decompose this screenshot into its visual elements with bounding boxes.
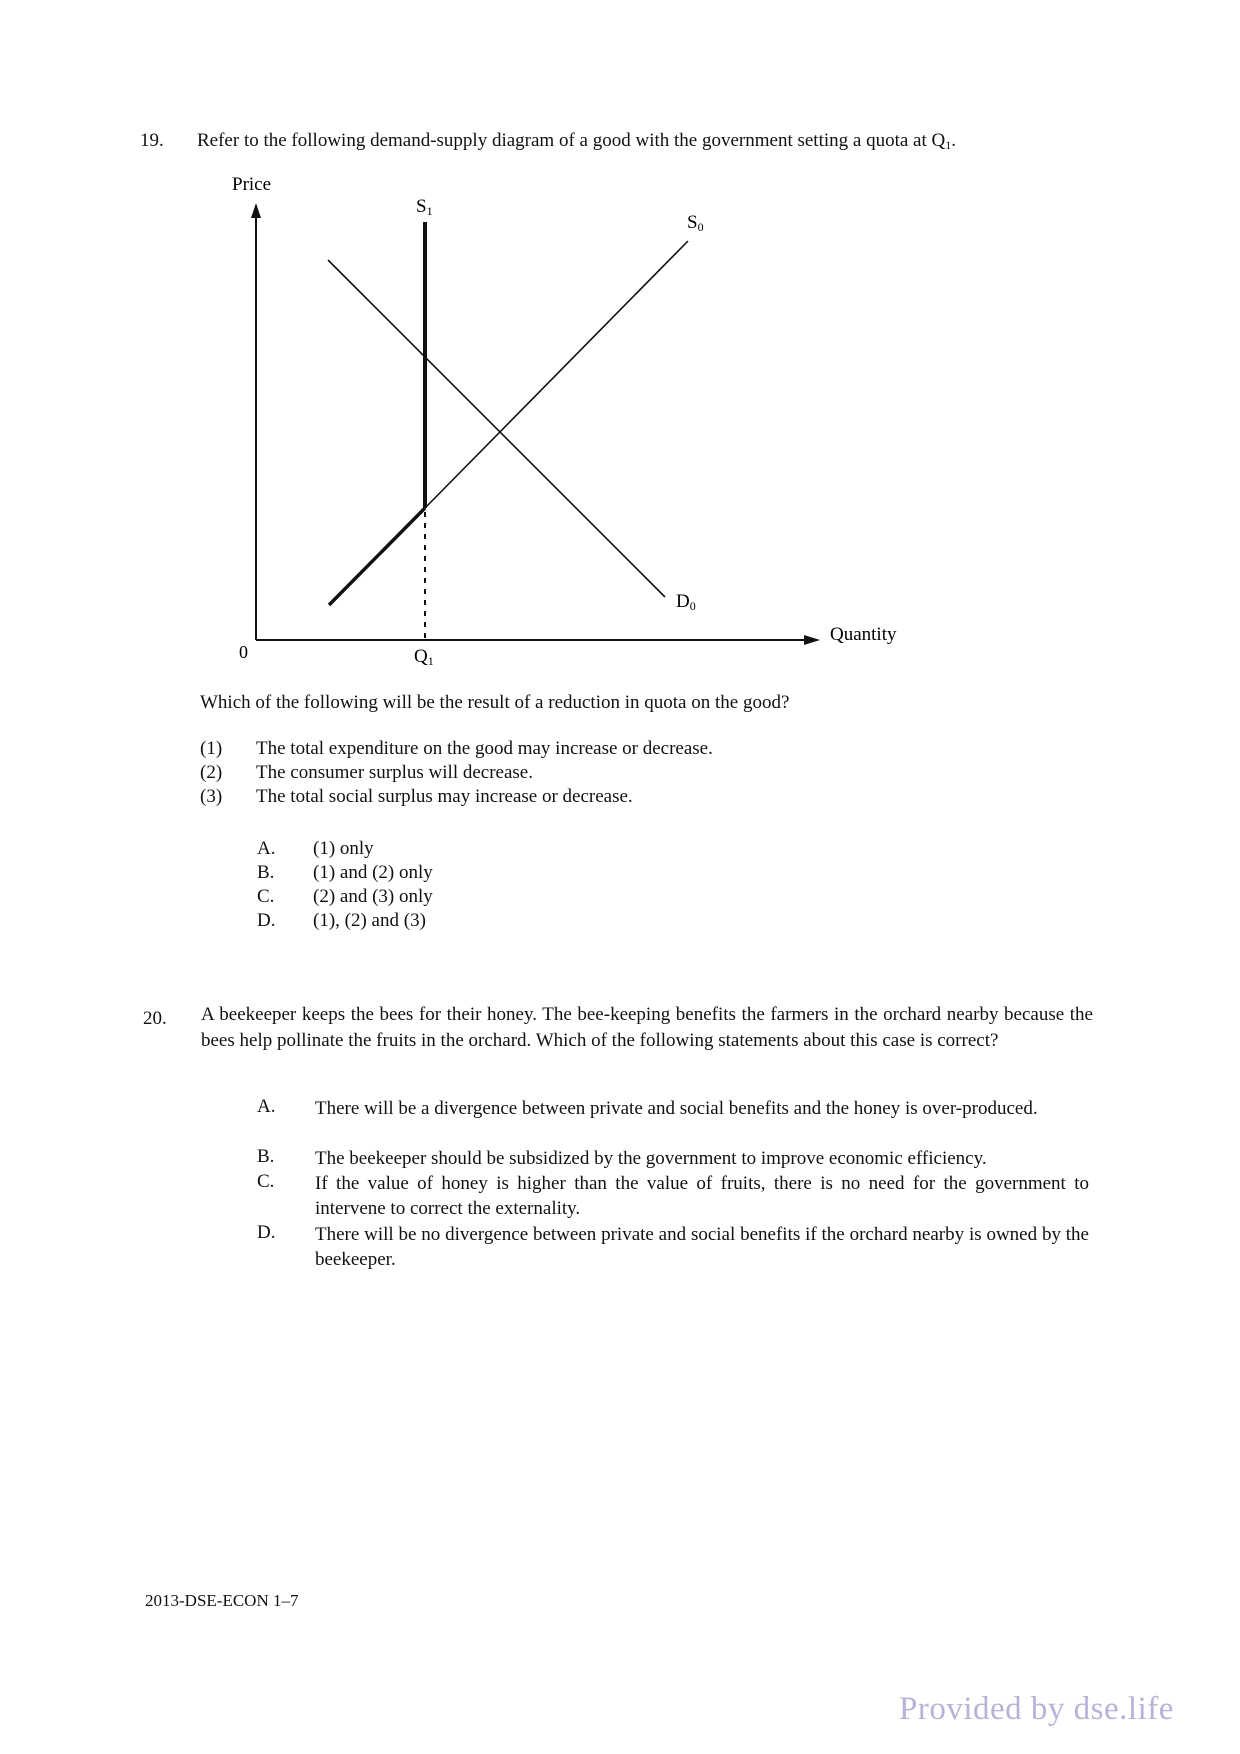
q20-number: 20. [143, 1008, 167, 1029]
q20-option-d-text: There will be no divergence between private and social benefits if the orchard nearby is owned by the beekeeper. [315, 1224, 1089, 1270]
s1-label [416, 196, 433, 218]
s0-label-sub: 0 [697, 220, 704, 234]
y-axis-arrow [251, 203, 261, 218]
demand-supply-diagram [0, 0, 1240, 700]
d0-label [676, 591, 696, 613]
q20-option-d[interactable] [257, 1222, 1097, 1272]
q19-prompt-sub: 1 [945, 138, 952, 152]
d0-label-sub: 0 [689, 599, 696, 613]
q19-prompt-end: . [951, 130, 956, 151]
statement-1-num: (1) [200, 738, 223, 759]
q19-option-d-text: (1), (2) and (3) [313, 910, 426, 931]
x-axis-arrow [804, 635, 820, 645]
statement-2-num: (2) [200, 762, 223, 783]
y-axis-label: Price [232, 174, 272, 195]
q20-options [257, 1096, 1097, 1276]
q1-label-sub: 1 [427, 654, 434, 668]
q19-option-b-letter: B. [257, 862, 275, 883]
q20-prompt: A beekeeper keeps the bees for their honey. The bee-keeping benefits the farmers in the orchard nearby because the bees help pollinate the fruits in the orchard. Which of the following statements about this case is correct? [201, 1004, 1093, 1051]
q20-option-a-letter: A. [257, 1096, 276, 1117]
q20-option-b[interactable] [257, 1146, 1097, 1171]
q19-option-d-letter: D. [257, 910, 276, 931]
d0-demand-line [328, 260, 665, 597]
s0-label-main: S [687, 212, 698, 233]
d0-label-main: D [676, 591, 690, 612]
s1-label-sub: 1 [426, 204, 433, 218]
q1-label-main: Q [414, 646, 428, 667]
s1-label-main: S [416, 196, 427, 217]
q19-statements [200, 738, 900, 818]
q20-option-b-letter: B. [257, 1146, 275, 1167]
statement-3-text: The total social surplus may increase or decrease. [256, 786, 633, 807]
q19-number: 19. [140, 130, 164, 151]
q19-option-c-text: (2) and (3) only [313, 886, 433, 907]
q20-option-c[interactable] [257, 1171, 1097, 1221]
s0-label [687, 212, 704, 234]
q19-option-c-letter: C. [257, 886, 275, 907]
q20-option-a[interactable] [257, 1096, 1097, 1146]
q19-option-a-text: (1) only [313, 838, 374, 859]
q1-label [414, 646, 434, 668]
s1-supply-lower-segment [329, 508, 425, 605]
statement-2-text: The consumer surplus will decrease. [256, 762, 533, 783]
q20-option-c-letter: C. [257, 1171, 275, 1192]
q19-option-b-text: (1) and (2) only [313, 862, 433, 883]
q20-option-b-text: The beekeeper should be subsidized by the government to improve economic efficiency. [315, 1148, 987, 1169]
q19-question: Which of the following will be the result of a reduction in quota on the good? [200, 692, 790, 713]
q19-option-a-letter: A. [257, 838, 276, 859]
statement-1-text: The total expenditure on the good may increase or decrease. [256, 738, 713, 759]
watermark-link[interactable]: Provided by dse.life [899, 1691, 1174, 1727]
q19-options [257, 838, 657, 938]
page-footer: 2013-DSE-ECON 1–7 [145, 1591, 299, 1610]
statement-3-num: (3) [200, 786, 223, 807]
s0-supply-line [425, 241, 688, 508]
q20-option-d-letter: D. [257, 1222, 276, 1243]
q20-option-c-text: If the value of honey is higher than the value of fruits, there is no need for the government to intervene to correct the externality. [315, 1173, 1089, 1219]
origin-label: 0 [239, 642, 248, 662]
q20-option-a-text: There will be a divergence between private and social benefits and the honey is over-produced. [315, 1098, 1038, 1119]
x-axis-label: Quantity [830, 624, 897, 645]
q19-prompt-text: Refer to the following demand-supply diagram of a good with the government setting a quota at Q [197, 130, 946, 151]
